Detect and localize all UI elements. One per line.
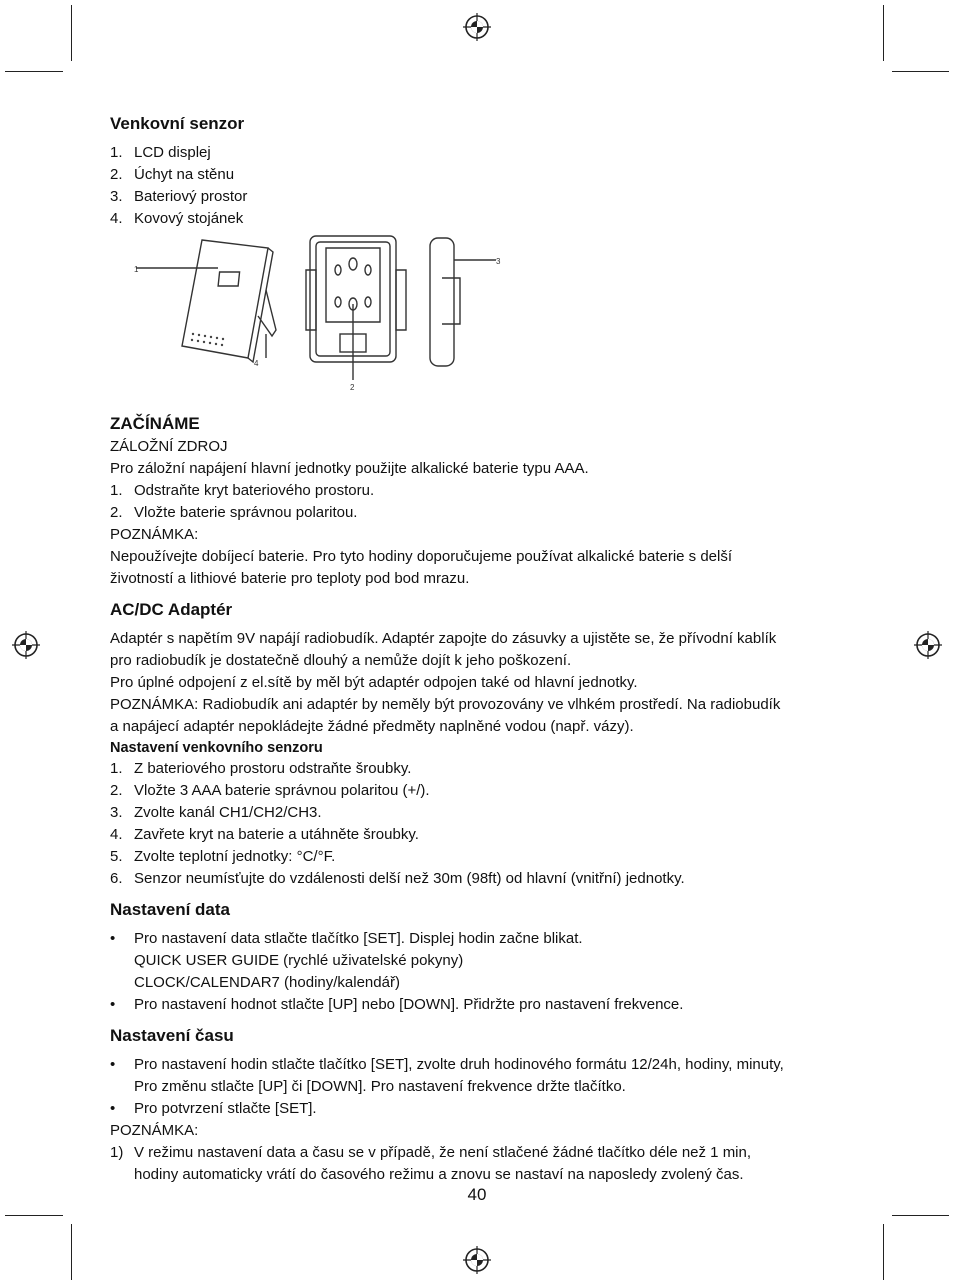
paragraph: Pro záložní napájení hlavní jednotky použijte alkalické baterie typu AAA. — [110, 460, 589, 477]
crop-mark — [883, 1224, 884, 1280]
paragraph: životností a lithiové baterie pro teploty pod bod mrazu. — [110, 570, 470, 587]
sensor-diagram — [110, 230, 850, 402]
outdoor-sensor-parts-list — [110, 142, 850, 230]
section-heading-adapter: AC/DC Adaptér — [110, 600, 233, 619]
sensor-side-view — [430, 238, 496, 366]
registration-mark-icon — [914, 631, 942, 659]
list-item: 2. Vložte baterie správnou polaritou. — [110, 504, 358, 521]
list-item: 1. Z bateriového prostoru odstraňte šroubky. — [110, 760, 412, 777]
list-item: 5. Zvolte teplotní jednotky: °C/°F. — [110, 848, 336, 865]
list-item: 3. Zvolte kanál CH1/CH2/CH3. — [110, 804, 322, 821]
sensor-back-view — [306, 236, 406, 380]
time-note-list — [110, 1142, 850, 1186]
registration-mark-icon — [463, 1246, 491, 1274]
list-item: 2. Vložte 3 AAA baterie správnou polaritou (+/). — [110, 782, 430, 799]
page-content — [110, 112, 850, 1186]
paragraph: Nepoužívejte dobíjecí baterie. Pro tyto hodiny doporučujeme používat alkalické baterie s delší — [110, 548, 733, 565]
list-item: • Pro nastavení data stlačte tlačítko [SET]. Displej hodin začne blikat. QUICK USER GUIDE (rychlé uživatelské pokyny) CLOCK/CALENDAR7 (hodiny/kalendář) — [110, 930, 583, 991]
registration-mark-icon — [463, 13, 491, 41]
crop-mark — [5, 71, 63, 72]
crop-mark — [892, 71, 949, 72]
callout-label: 4 — [254, 359, 259, 368]
list-item: 2. Úchyt na stěnu — [110, 166, 235, 183]
crop-mark — [892, 1215, 949, 1216]
note-label: POZNÁMKA: — [110, 1122, 199, 1139]
paragraph: Adaptér s napětím 9V napájí radiobudík. Adaptér zapojte do zásuvky a ujistěte se, že přívodní kablík — [110, 630, 777, 647]
paragraph: Pro úplné odpojení z el.sítě by měl být adaptér odpojen také od hlavní jednotky. — [110, 674, 638, 691]
list-item: 1. LCD displej — [110, 144, 211, 161]
crop-mark — [71, 5, 72, 61]
list-item: • Pro nastavení hodin stlačte tlačítko [SET], zvolte druh hodinového formátu 12/24h, hodiny, minuty, Pro změnu stlačte [UP] či [DOWN]. Pro nastavení frekvence držte tlačítko. — [110, 1056, 784, 1095]
list-item: • Pro potvrzení stlačte [SET]. — [110, 1100, 317, 1117]
time-setup-list — [110, 1054, 850, 1120]
note-label: POZNÁMKA: — [110, 526, 199, 543]
list-item: 1) V režimu nastavení data a času se v případě, že není stlačené žádné tlačítko déle než 1 min, hodiny automaticky vrátí do časového režimu a znovu se nastaví na naposledy zvolený čas. — [110, 1144, 752, 1183]
paragraph: POZNÁMKA: Radiobudík ani adaptér by neměly být provozovány ve vlhkém prostředí. Na radiobudík — [110, 696, 781, 713]
list-item: 3. Bateriový prostor — [110, 188, 248, 205]
battery-steps-list — [110, 480, 850, 524]
date-setup-list — [110, 928, 850, 1016]
page-number: 40 — [467, 1185, 487, 1204]
list-item: 4. Zavřete kryt na baterie a utáhněte šroubky. — [110, 826, 419, 843]
sensor-front-view — [136, 240, 276, 362]
paragraph: pro radiobudík je dostatečně dlouhý a nemůže dojít k jeho poškození. — [110, 652, 572, 669]
list-item: 1. Odstraňte kryt bateriového prostoru. — [110, 482, 375, 499]
callout-label: 1 — [134, 265, 139, 274]
list-item: 6. Senzor neumísťujte do vzdálenosti delší než 30m (98ft) od hlavní (vnitřní) jednotky. — [110, 870, 685, 887]
callout-label: 3 — [496, 257, 501, 266]
crop-mark — [71, 1224, 72, 1280]
callout-label: 2 — [350, 383, 355, 392]
section-heading-outdoor-sensor: Venkovní senzor — [110, 114, 245, 133]
section-heading-time-setup: Nastavení času — [110, 1026, 234, 1045]
registration-mark-icon — [12, 631, 40, 659]
crop-mark — [883, 5, 884, 61]
sensor-setup-steps-list — [110, 758, 850, 890]
list-item: • Pro nastavení hodnot stlačte [UP] nebo [DOWN]. Přidržte pro nastavení frekvence. — [110, 996, 684, 1013]
list-item: 4. Kovový stojánek — [110, 210, 244, 227]
section-heading-sensor-setup: Nastavení venkovního senzoru — [110, 740, 323, 756]
section-heading-date-setup: Nastavení data — [110, 900, 230, 919]
section-heading-getting-started: ZAČÍNÁME — [110, 414, 200, 433]
paragraph: a napájecí adaptér nepokládejte žádné předměty naplněné vodou (např. vázy). — [110, 718, 634, 735]
crop-mark — [5, 1215, 63, 1216]
subheading-backup-power: ZÁLOŽNÍ ZDROJ — [110, 438, 228, 455]
